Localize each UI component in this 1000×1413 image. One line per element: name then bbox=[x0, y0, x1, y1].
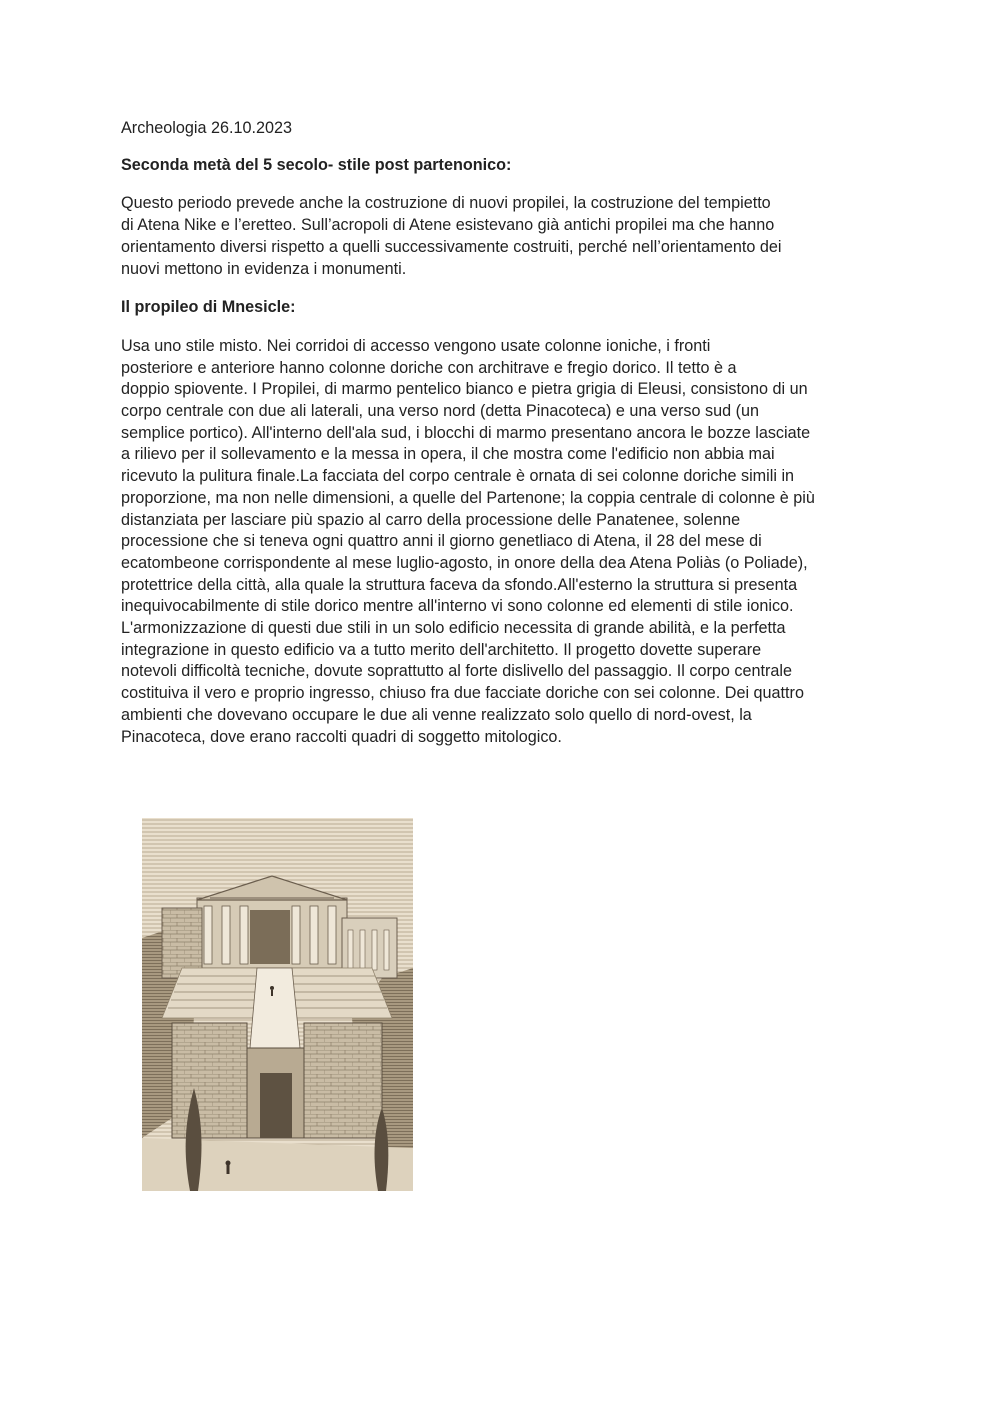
paragraph-propileo bbox=[121, 336, 881, 748]
text-line: Pinacoteca, dove erano raccolti quadri di soggetto mitologico. bbox=[121, 727, 562, 746]
text-line: processione che si teneva ogni quattro anni il giorno genetliaco di Atena, il 28 del mese di bbox=[121, 532, 762, 551]
text-line: Questo periodo prevede anche la costruzione di nuovi propilei, la costruzione del tempietto bbox=[121, 194, 771, 213]
text-line: doppio spiovente. I Propilei, di marmo pentelico bianco e pietra grigia di Eleusi, consistono di un bbox=[121, 380, 808, 399]
text-line: costituiva il vero e proprio ingresso, chiuso fra due facciate doriche con sei colonne. Dei quattro bbox=[121, 684, 804, 703]
text-line: inequivocabilmente di stile dorico mentre all'interno vi sono colonne ed elementi di stile ionico. bbox=[121, 597, 794, 616]
text-line: integrazione in questo edificio va a tutto merito dell'architetto. Il progetto dovette superare bbox=[121, 640, 762, 659]
text-line: Usa uno stile misto. Nei corridoi di accesso vengono usate colonne ioniche, i fronti bbox=[121, 336, 711, 355]
text-line: ricevuto la pulitura finale.La facciata del corpo centrale è ornata di sei colonne doriche simili in bbox=[121, 467, 795, 486]
propylaea-engraving-image bbox=[142, 818, 413, 1191]
section-heading-post-partenonico: Seconda metà del 5 secolo- stile post partenonico: bbox=[121, 155, 512, 174]
document-date: Archeologia 26.10.2023 bbox=[121, 119, 293, 137]
text-line: posteriore e anteriore hanno colonne doriche con architrave e fregio dorico. Il tetto è a bbox=[121, 358, 737, 377]
text-line: notevoli difficoltà tecniche, dovute soprattutto al forte dislivello del passaggio. Il corpo centrale bbox=[121, 662, 792, 681]
text-line: orientamento diversi rispetto a quelli successivamente costruiti, perché nell’orientamento dei bbox=[121, 237, 782, 256]
text-line: nuovi mettono in evidenza i monumenti. bbox=[121, 259, 407, 278]
text-line: distanziata per lasciare più spazio al carro della processione delle Panatenee, solenne bbox=[121, 510, 741, 529]
text-line: corpo centrale con due ali laterali, una verso nord (detta Pinacoteca) e una verso sud (un bbox=[121, 402, 759, 421]
text-line: a rilievo per il sollevamento e la messa in opera, il che mostra come l'edificio non abbia mai bbox=[121, 445, 775, 464]
paragraph-intro bbox=[121, 193, 881, 280]
text-line: di Atena Nike e l’eretteo. Sull’acropoli di Atene esistevano già antichi propilei ma che hanno bbox=[121, 216, 775, 235]
section-heading-propileo: Il propileo di Mnesicle: bbox=[121, 298, 296, 317]
text-line: semplice portico). All'interno dell'ala sud, i blocchi di marmo presentano ancora le bozze lasciate bbox=[121, 423, 811, 442]
text-line: proporzione, ma non nelle dimensioni, a quelle del Partenone; la coppia centrale di colonne è più bbox=[121, 488, 815, 507]
text-line: ambienti che dovevano occupare le due ali venne realizzato solo quello di nord-ovest, la bbox=[121, 705, 752, 724]
text-line: protettrice della città, alla quale la struttura faceva da sfondo.All'esterno la struttura si presenta bbox=[121, 575, 798, 594]
text-line: ecatombeone corrispondente al mese luglio-agosto, in onore della dea Atena Poliàs (o Poliade), bbox=[121, 553, 808, 572]
document-page bbox=[121, 118, 881, 765]
text-line: L'armonizzazione di questi due stili in un solo edificio necessita di grande abilità, e la perfetta bbox=[121, 619, 786, 638]
